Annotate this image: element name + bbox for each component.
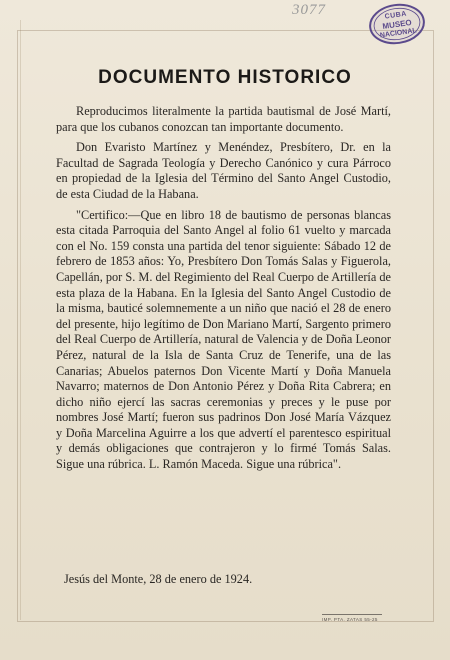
museum-stamp [368,2,426,46]
certificate-paragraph: "Certifico:—Que en libro 18 de bautismo de personas blancas esta citada Parroquia del Santo Angel al folio 61 vuelto y marcada con el No. 159 consta una partida del tenor siguiente: Sábado 12 de febrero de 1853 años: Yo, Presbítero Don Tomás Salas y Figuerola, Capellán, por S. M. del Regimiento del Real Cuerpo de Artillería de esta plaza de la Habana. En la Iglesia del Santo Angel Custodio de la misma, bauticé solemnemente a un niño que nació el 28 de enero del presente, hijo legítimo de Don Mariano Martí, Sargento primero del Real Cuerpo de Artillería, natural de Valencia y de Doña Leonor Pérez, natural de la Isla de Santa Cruz de Tenerife, una de las Canarias; Abuelos paternos Don Vicente Martí y Doña Manuela Navarro; maternos de Don Antonio Pérez y Doña Rita Cabrera; en dicho niño ejercí las sacras ceremonias y preces y le puse por nombres José Martí; fueron sus padrinos Don José María Vázquez y Doña Marcelina Aguirre a los que advertí el parentesco espiritual y demás obligaciones que contrajeron y lo firmé Tomás Salas. Sigue una rúbrica. L. Ramón Maceda. Sigue una rúbrica". [56,207,391,472]
stamp-line-3: NACIONAL [379,26,418,39]
stamp-line-2: MUSEO [381,17,413,31]
stamp-line-1: CUBA [384,10,408,21]
document-body [56,104,391,473]
stamp-lettering [365,0,429,50]
date-line: Jesús del Monte, 28 de enero de 1924. [64,572,253,586]
catalog-number: 3077 [292,2,326,18]
printer-imprint: IMP. PTA. ZATAS 55-25 [322,617,378,622]
document-title: DOCUMENTO HISTORICO [98,67,352,88]
imprint-rule [322,614,382,615]
priest-paragraph: Don Evaristo Martínez y Menéndez, Presbítero, Dr. en la Facultad de Sagrada Teología y Derecho Canónico y cura Párroco en propiedad de la Iglesia del Término del Santo Angel Custodio, de esta Ciudad de la Habana. [56,140,391,201]
intro-paragraph: Reproducimos literalmente la partida bautismal de José Martí, para que los cubanos conozcan tan importante documento. [56,104,391,134]
